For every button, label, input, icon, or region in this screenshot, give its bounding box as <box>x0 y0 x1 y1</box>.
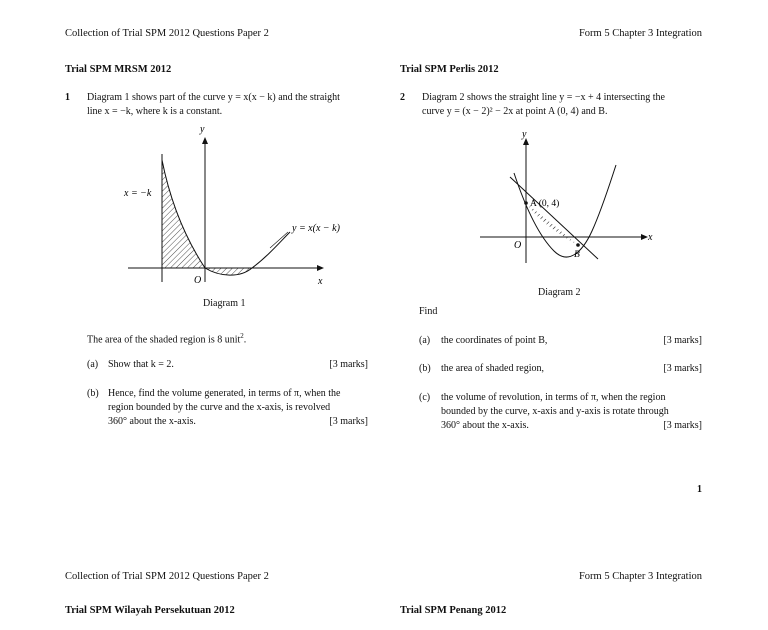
curve-2 <box>514 165 616 257</box>
point-b <box>576 243 580 247</box>
diagram1-line-label: x = −k <box>124 188 152 199</box>
diagram2-caption: Diagram 2 <box>538 287 581 298</box>
diagram2-x-label: x <box>648 232 653 243</box>
q2b-marks: [3 marks] <box>663 363 702 374</box>
q1-number: 1 <box>65 92 70 103</box>
diagram1-y-label: y <box>200 124 205 135</box>
next-header-right: Form 5 Chapter 3 Integration <box>578 571 702 582</box>
q2a-label: (a) <box>419 335 431 346</box>
diagram1-caption: Diagram 1 <box>203 298 246 309</box>
q2-section-title: Trial SPM Perlis 2012 <box>400 64 499 75</box>
diagram1-x-label: x <box>318 276 323 287</box>
q2c-line2: bounded by the curve, x-axis and y-axis is rotate through <box>441 406 669 417</box>
q1b-line3: 360° about the x-axis. <box>108 416 196 427</box>
q1-area-sup: 2 <box>240 332 244 340</box>
q1-part-a <box>87 358 368 372</box>
q2b-label: (b) <box>419 363 431 374</box>
curve-label-leader <box>270 232 288 248</box>
q2c-line1: the volume of revolution, in terms of π, when the region <box>441 392 666 403</box>
next-section-left: Trial SPM Wilayah Persekutuan 2012 <box>65 605 235 616</box>
shaded-region-left <box>162 160 205 268</box>
q2-part-a <box>419 334 702 348</box>
q1-section-title: Trial SPM MRSM 2012 <box>65 64 172 75</box>
y-axis-arrow <box>202 137 208 144</box>
diagram2-origin: O <box>514 240 522 251</box>
diagram-1 <box>120 120 340 290</box>
q1-area-statement <box>87 329 246 347</box>
q2-find: Find <box>419 306 438 317</box>
diagram2-point-b-label: B <box>574 250 580 260</box>
q2c-line3: 360° about the x-axis. <box>441 420 529 431</box>
point-a <box>524 201 528 205</box>
diagram2-point-a-label: A (0, 4) <box>530 199 560 209</box>
header-left: Collection of Trial SPM 2012 Questions Paper 2 <box>65 28 269 39</box>
q1-area-text: The area of the shaded region is 8 unit <box>87 334 241 346</box>
diagram1-origin: O <box>194 275 202 286</box>
q1b-line1: Hence, find the volume generated, in terms of π, when the <box>108 388 341 399</box>
page-number: 1 <box>697 484 702 495</box>
q2-text-line2: curve y = (x − 2)² − 2x at point A (0, 4) and B. <box>422 106 608 117</box>
diagram1-curve-label: y = x(x − k) <box>292 223 340 234</box>
q2c-marks: [3 marks] <box>663 420 702 431</box>
q1-text-line2: line x = −k, where k is a constant. <box>87 106 223 117</box>
next-section-right: Trial SPM Penang 2012 <box>400 605 507 616</box>
q1a-label: (a) <box>87 359 99 370</box>
q2c-label: (c) <box>419 392 431 403</box>
q1-area-end: . <box>243 334 247 346</box>
q1b-line2: region bounded by the curve and the x-axis, is revolved <box>108 402 331 413</box>
shaded-region-2b <box>526 203 578 245</box>
x-axis-arrow <box>317 265 324 271</box>
q2-part-b <box>419 362 702 376</box>
next-header-left: Collection of Trial SPM 2012 Questions Paper 2 <box>65 571 269 582</box>
header-right: Form 5 Chapter 3 Integration <box>578 28 702 39</box>
q2-number: 2 <box>400 92 405 103</box>
q2a-text: the coordinates of point B, <box>441 335 548 346</box>
q1b-marks: [3 marks] <box>329 416 368 427</box>
q2-part-c <box>419 391 702 431</box>
diagram2-y-label: y <box>522 129 527 140</box>
q1-part-b <box>87 387 368 427</box>
q1a-text: Show that k = 2. <box>108 359 174 370</box>
q2a-marks: [3 marks] <box>663 335 702 346</box>
diagram-2 <box>470 125 670 275</box>
q2b-text: the area of shaded region, <box>441 363 545 374</box>
straight-line <box>510 177 598 259</box>
q1b-label: (b) <box>87 388 99 399</box>
q2-text-line1: Diagram 2 shows the straight line y = −x + 4 intersecting the <box>422 92 665 103</box>
q1a-marks: [3 marks] <box>329 359 368 370</box>
x-axis-2-arrow <box>641 234 648 240</box>
q1-text-line1: Diagram 1 shows part of the curve y = x(x − k) and the straight <box>87 92 340 103</box>
